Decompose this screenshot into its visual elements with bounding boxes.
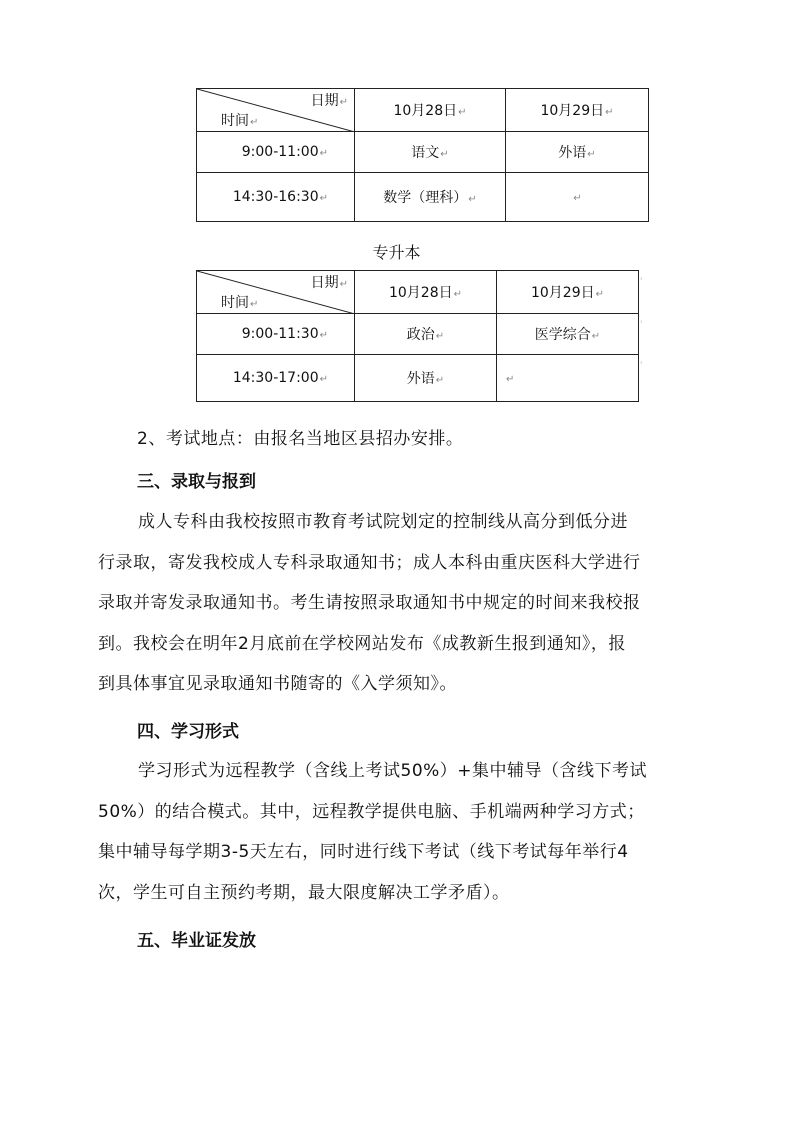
section-4-heading: 四、学习形式 [137,722,239,742]
subject-cell: 外语↵ [506,132,649,173]
subject-cell: 数学（理科）↵ [355,173,506,222]
section-4-body [98,751,708,913]
cell-end-mark: ' [640,361,643,371]
table-header-corner [197,271,355,314]
exam-schedule-table-1 [196,88,649,222]
paragraph-line: 行录取，寄发我校成人专科录取通知书；成人本科由重庆医科大学进行 [98,552,641,573]
table-row [197,314,639,355]
table-row [197,355,639,402]
table-2-caption: 专升本 [372,243,421,262]
paragraph-line: 录取并寄发录取通知书。考生请按照录取通知书中规定的时间来我校报 [98,593,641,613]
section-5-heading: 五、毕业证发放 [137,931,256,951]
paragraph-line: 学习形式为远程教学（含线上考试50%）+集中辅导（含线下考试 [138,761,648,781]
table-row [197,173,649,222]
exam-location-text: 2、考试地点：由报名当地区县招办安排。 [137,429,464,449]
cell-end-mark: ' [640,277,643,287]
section-3-heading: 三、录取与报到 [137,472,256,492]
table-header-corner [197,89,355,132]
subject-cell: 外语↵ [355,355,497,402]
header-date-label: 日期↵ [310,275,348,291]
subject-cell: ↵ [497,355,639,402]
subject-cell: ↵ [506,173,649,222]
subject-cell: 语文↵ [355,132,506,173]
subject-cell: 政治↵ [355,314,497,355]
paragraph-line: 次，学生可自主预约考期，最大限度解决工学矛盾）。 [98,882,510,903]
time-cell: 9:00-11:00↵ [197,132,355,173]
exam-schedule-table-2 [196,270,639,402]
table-row [197,132,649,173]
header-time-label: 时间↵ [221,113,259,129]
header-time-label: 时间↵ [221,295,259,311]
time-cell: 9:00-11:30↵ [197,314,355,355]
paragraph-line: 集中辅导每学期3-5天左右，同时进行线下考试（线下考试每年举行4 [98,842,629,862]
header-col-1: 10月28日↵ [355,89,506,132]
section-3-body [98,502,708,705]
paragraph-line: 到。我校会在明年2月底前在学校网站发布《成教新生报到通知》，报 [98,633,626,654]
time-cell: 14:30-17:00↵ [197,355,355,402]
header-col-1: 10月28日↵ [355,271,497,314]
header-col-2: 10月29日↵ [506,89,649,132]
subject-cell: 医学综合↵ [497,314,639,355]
paragraph-line: 到具体事宜见录取通知书随寄的《入学须知》。 [98,674,457,694]
header-col-2: 10月29日↵ [497,271,639,314]
paragraph-line: 50%）的结合模式。其中，远程教学提供电脑、手机端两种学习方式； [98,801,645,822]
header-date-label: 日期↵ [310,93,348,109]
time-cell: 14:30-16:30↵ [197,173,355,222]
paragraph-line: 成人专科由我校按照市教育考试院划定的控制线从高分到低分进 [138,512,628,532]
cell-end-mark: ' [640,320,643,330]
